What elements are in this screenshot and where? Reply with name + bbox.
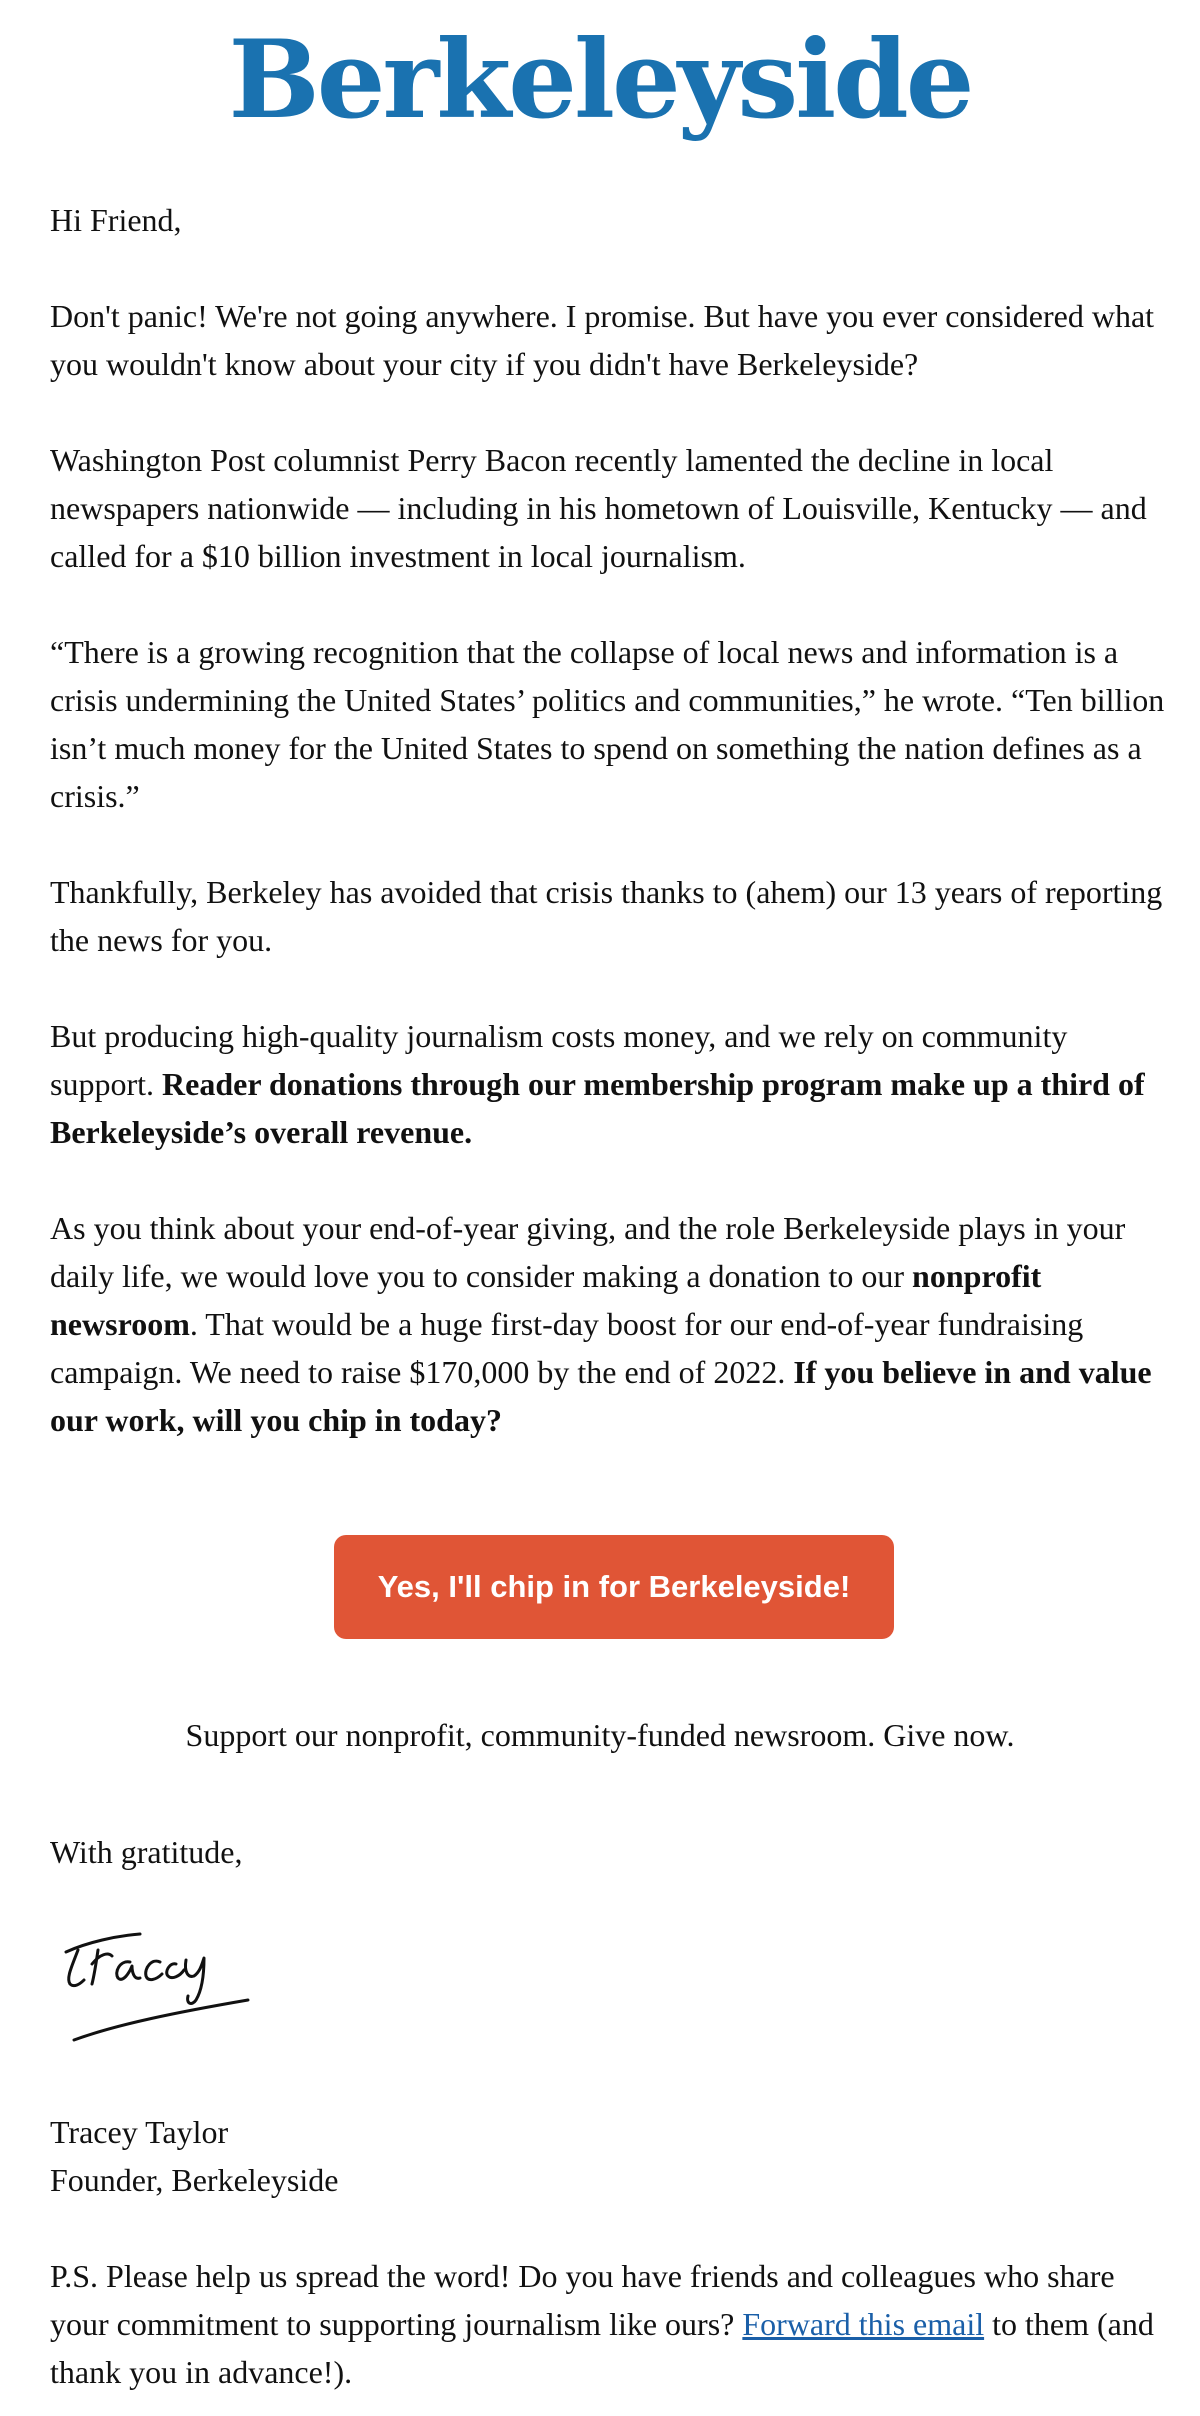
chip-in-button[interactable]: Yes, I'll chip in for Berkeleyside! xyxy=(334,1535,894,1639)
signer-block xyxy=(50,2108,338,2204)
postscript xyxy=(50,2252,1180,2396)
forward-email-link[interactable]: Forward this email xyxy=(742,2306,985,2342)
appeal-text-2: . That would be a huge first-day boost for our end-of-year fundraising campaign. We need to raise $170,000 by the end of 2022. xyxy=(50,1306,1084,1390)
paragraph-washington-post: Washington Post columnist Perry Bacon recently lamented the decline in local newspapers nationwide — including in his hometown of Louisville, Kentucky — and called for a $10 billion investment in local journalism. xyxy=(50,442,1147,574)
paragraph-quote: “There is a growing recognition that the collapse of local news and information is a crisis undermining the United States’ politics and communities,” he wrote. “Ten billion isn’t much money for the United States to spend on something the nation defines as a crisis.” xyxy=(50,634,1165,814)
paragraph-funding xyxy=(50,1012,1178,1156)
berkeleyside-logo[interactable]: Berkeleyside xyxy=(228,17,972,143)
funding-text: But producing high-quality journalism costs money, and we rely on community support. xyxy=(50,1018,1068,1102)
paragraph-appeal xyxy=(50,1204,1178,1444)
closing-text: With gratitude, xyxy=(50,1834,243,1870)
funding-bold-text: Reader donations through our membership program make up a third of Berkeleyside’s overall revenue. xyxy=(50,1066,1145,1150)
appeal-text-1: As you think about your end-of-year giving, and the role Berkeleyside plays in your daily life, we would love you to consider making a donation to our xyxy=(50,1210,1126,1294)
email-body xyxy=(50,196,1178,1492)
signer-name: Tracey Taylor xyxy=(50,2114,229,2150)
signer-title: Founder, Berkeleyside xyxy=(50,2162,339,2198)
greeting: Hi Friend, xyxy=(50,202,182,238)
paragraph-intro: Don't panic! We're not going anywhere. I promise. But have you ever considered what you wouldn't know about your city if you didn't have Berkeleyside? xyxy=(50,298,1155,382)
cta-container xyxy=(334,1535,894,1639)
signature-image xyxy=(58,1920,258,2070)
ps-text-after: to them (and thank you in advance!). xyxy=(50,2306,1154,2390)
ps-text-before: P.S. Please help us spread the word! Do you have friends and colleagues who share your commitment to supporting journalism like ours? xyxy=(50,2258,1115,2342)
support-line[interactable]: Support our nonprofit, community-funded newsroom. Give now. xyxy=(185,1717,1015,1753)
appeal-bold-question: If you believe in and value our work, will you chip in today? xyxy=(50,1354,1152,1438)
appeal-bold-nonprofit: nonprofit newsroom xyxy=(50,1258,1042,1342)
paragraph-thankfully: Thankfully, Berkeley has avoided that crisis thanks to (ahem) our 13 years of reporting the news for you. xyxy=(50,874,1163,958)
